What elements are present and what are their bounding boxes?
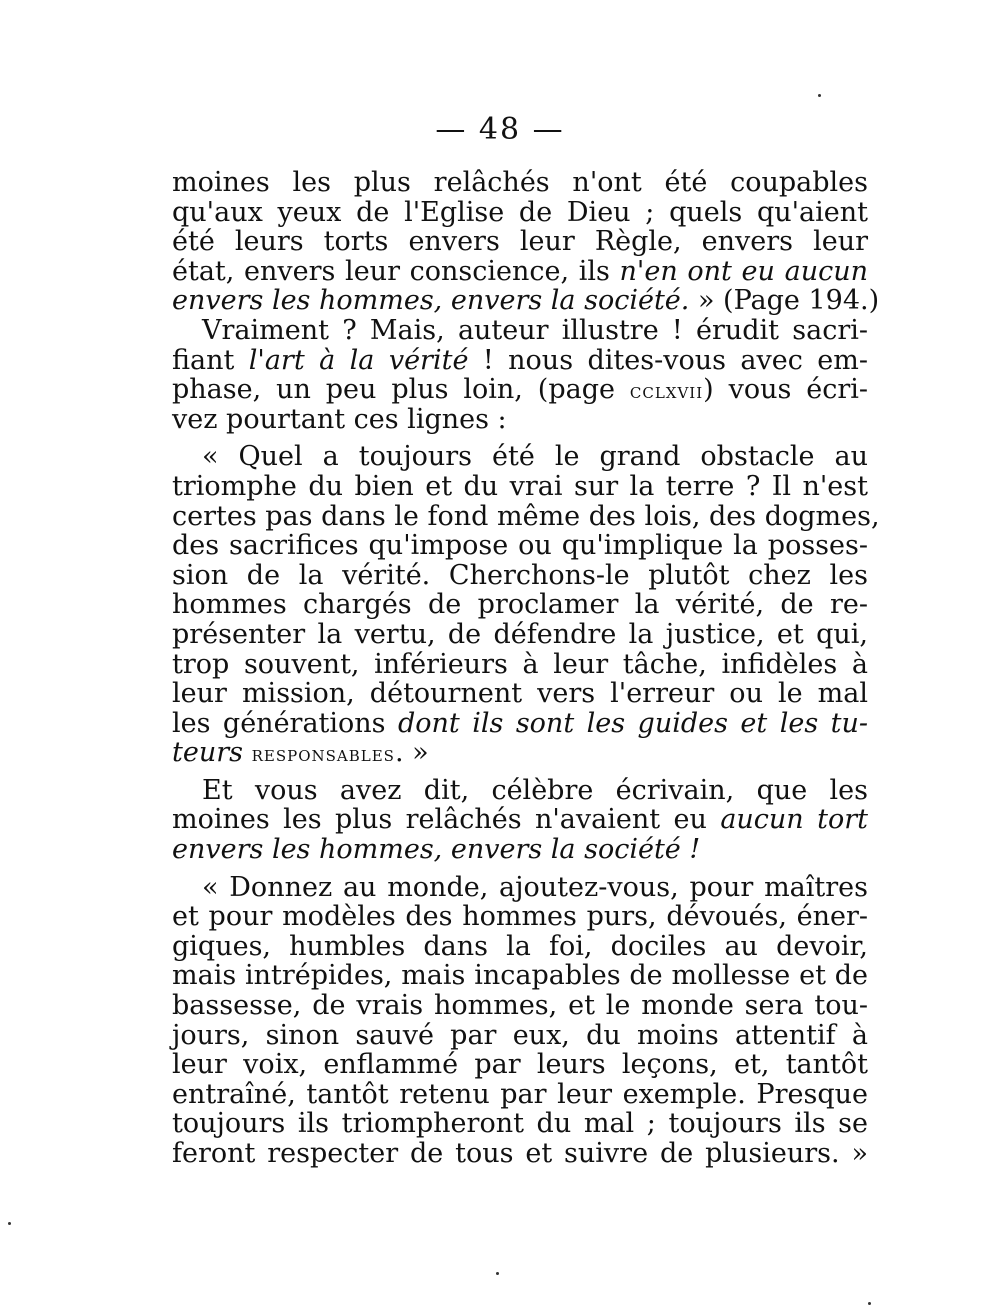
text-line: été leurs torts envers leur Règle, envers leur [172, 226, 868, 258]
text-line: « Quel a toujours été le grand obstacle au [202, 441, 868, 473]
text-run: ) vous écri- [703, 374, 869, 406]
text-run: Vraiment ? Mais, auteur illustre ! érudit sacri- [202, 314, 868, 346]
small-caps-text: cclxvii [629, 379, 704, 405]
italic-text: l'art à la vérité [248, 344, 469, 376]
italic-text: envers les hommes, envers la société ! [172, 834, 701, 866]
text-line: jours, sinon sauvé par eux, du moins attentif à [172, 1019, 868, 1051]
paper-speck [496, 1272, 499, 1275]
italic-text: dont ils sont les guides et les tu- [398, 707, 868, 739]
text-line: giques, humbles dans la foi, dociles au devoir, [172, 930, 868, 962]
text-run: état, envers leur conscience, ils [172, 255, 620, 287]
text-run: ! nous dites-vous avec em- [468, 344, 868, 376]
paper-speck [868, 1302, 871, 1305]
text-line: vez pourtant ces lignes : [172, 403, 507, 435]
text-line [172, 316, 868, 346]
small-caps-text: responsables [251, 742, 395, 768]
paper-speck [818, 94, 821, 97]
text-line [172, 346, 868, 376]
italic-text: aucun tort [720, 804, 868, 836]
text-line: des sacrifices qu'impose ou qu'implique la posses- [172, 530, 868, 562]
text-run: » (Page 194.) [689, 285, 880, 317]
text-line: qu'aux yeux de l'Eglise de Dieu ; quels qu'aient [172, 196, 868, 228]
page-number: — 48 — [435, 112, 565, 147]
text-line: leur mission, détournent vers l'erreur ou le mal [172, 678, 868, 710]
text-line: toujours ils triompheront du mal ; toujours ils se [172, 1108, 868, 1140]
text-run: fiant [172, 344, 249, 376]
text-run [243, 737, 252, 768]
italic-text: envers les hommes, envers la société. [172, 285, 690, 317]
text-run: . » [394, 737, 429, 769]
body-text [172, 167, 880, 1169]
text-line: Et vous avez dit, célèbre écrivain, que les [202, 774, 868, 806]
text-line: hommes chargés de proclamer la vérité, de re- [172, 589, 868, 621]
text-line [172, 805, 868, 835]
text-line [172, 375, 868, 405]
text-line [172, 835, 868, 865]
text-line: trop souvent, inférieurs à leur tâche, infidèles à [172, 648, 868, 680]
text-line [172, 257, 868, 287]
text-line: triomphe du bien et du vrai sur la terre ? Il n'est [172, 470, 868, 502]
italic-text: n'en ont eu aucun [619, 255, 868, 287]
text-run: phase, un peu plus loin, (page [172, 374, 630, 406]
text-line: leur voix, enflammé par leurs leçons, et, tantôt [172, 1049, 868, 1081]
text-line [172, 709, 868, 739]
text-line: présenter la vertu, de défendre la justice, et qui, [172, 618, 868, 650]
text-line: sion de la vérité. Cherchons-le plutôt chez les [172, 559, 868, 591]
text-run: les générations [172, 707, 398, 739]
text-line [172, 285, 880, 317]
text-line [172, 738, 868, 768]
text-line: mais intrépides, mais incapables de mollesse et de [172, 960, 868, 992]
text-line: entraîné, tantôt retenu par leur exemple. Presque [172, 1078, 868, 1110]
text-line: « Donnez au monde, ajoutez-vous, pour maîtres [202, 871, 868, 903]
text-line: feront respecter de tous et suivre de plusieurs. » [172, 1138, 868, 1169]
text-line: moines les plus relâchés n'ont été coupables [172, 167, 868, 198]
text-run: moines les plus relâchés n'avaient eu [172, 804, 721, 836]
text-line: bassesse, de vrais hommes, et le monde sera tou- [172, 990, 868, 1022]
paper-speck [8, 1222, 11, 1225]
italic-text: teurs [172, 737, 243, 769]
text-line: certes pas dans le fond même des lois, des dogmes, [172, 500, 880, 532]
text-line: et pour modèles des hommes purs, dévoués, éner- [172, 901, 868, 933]
